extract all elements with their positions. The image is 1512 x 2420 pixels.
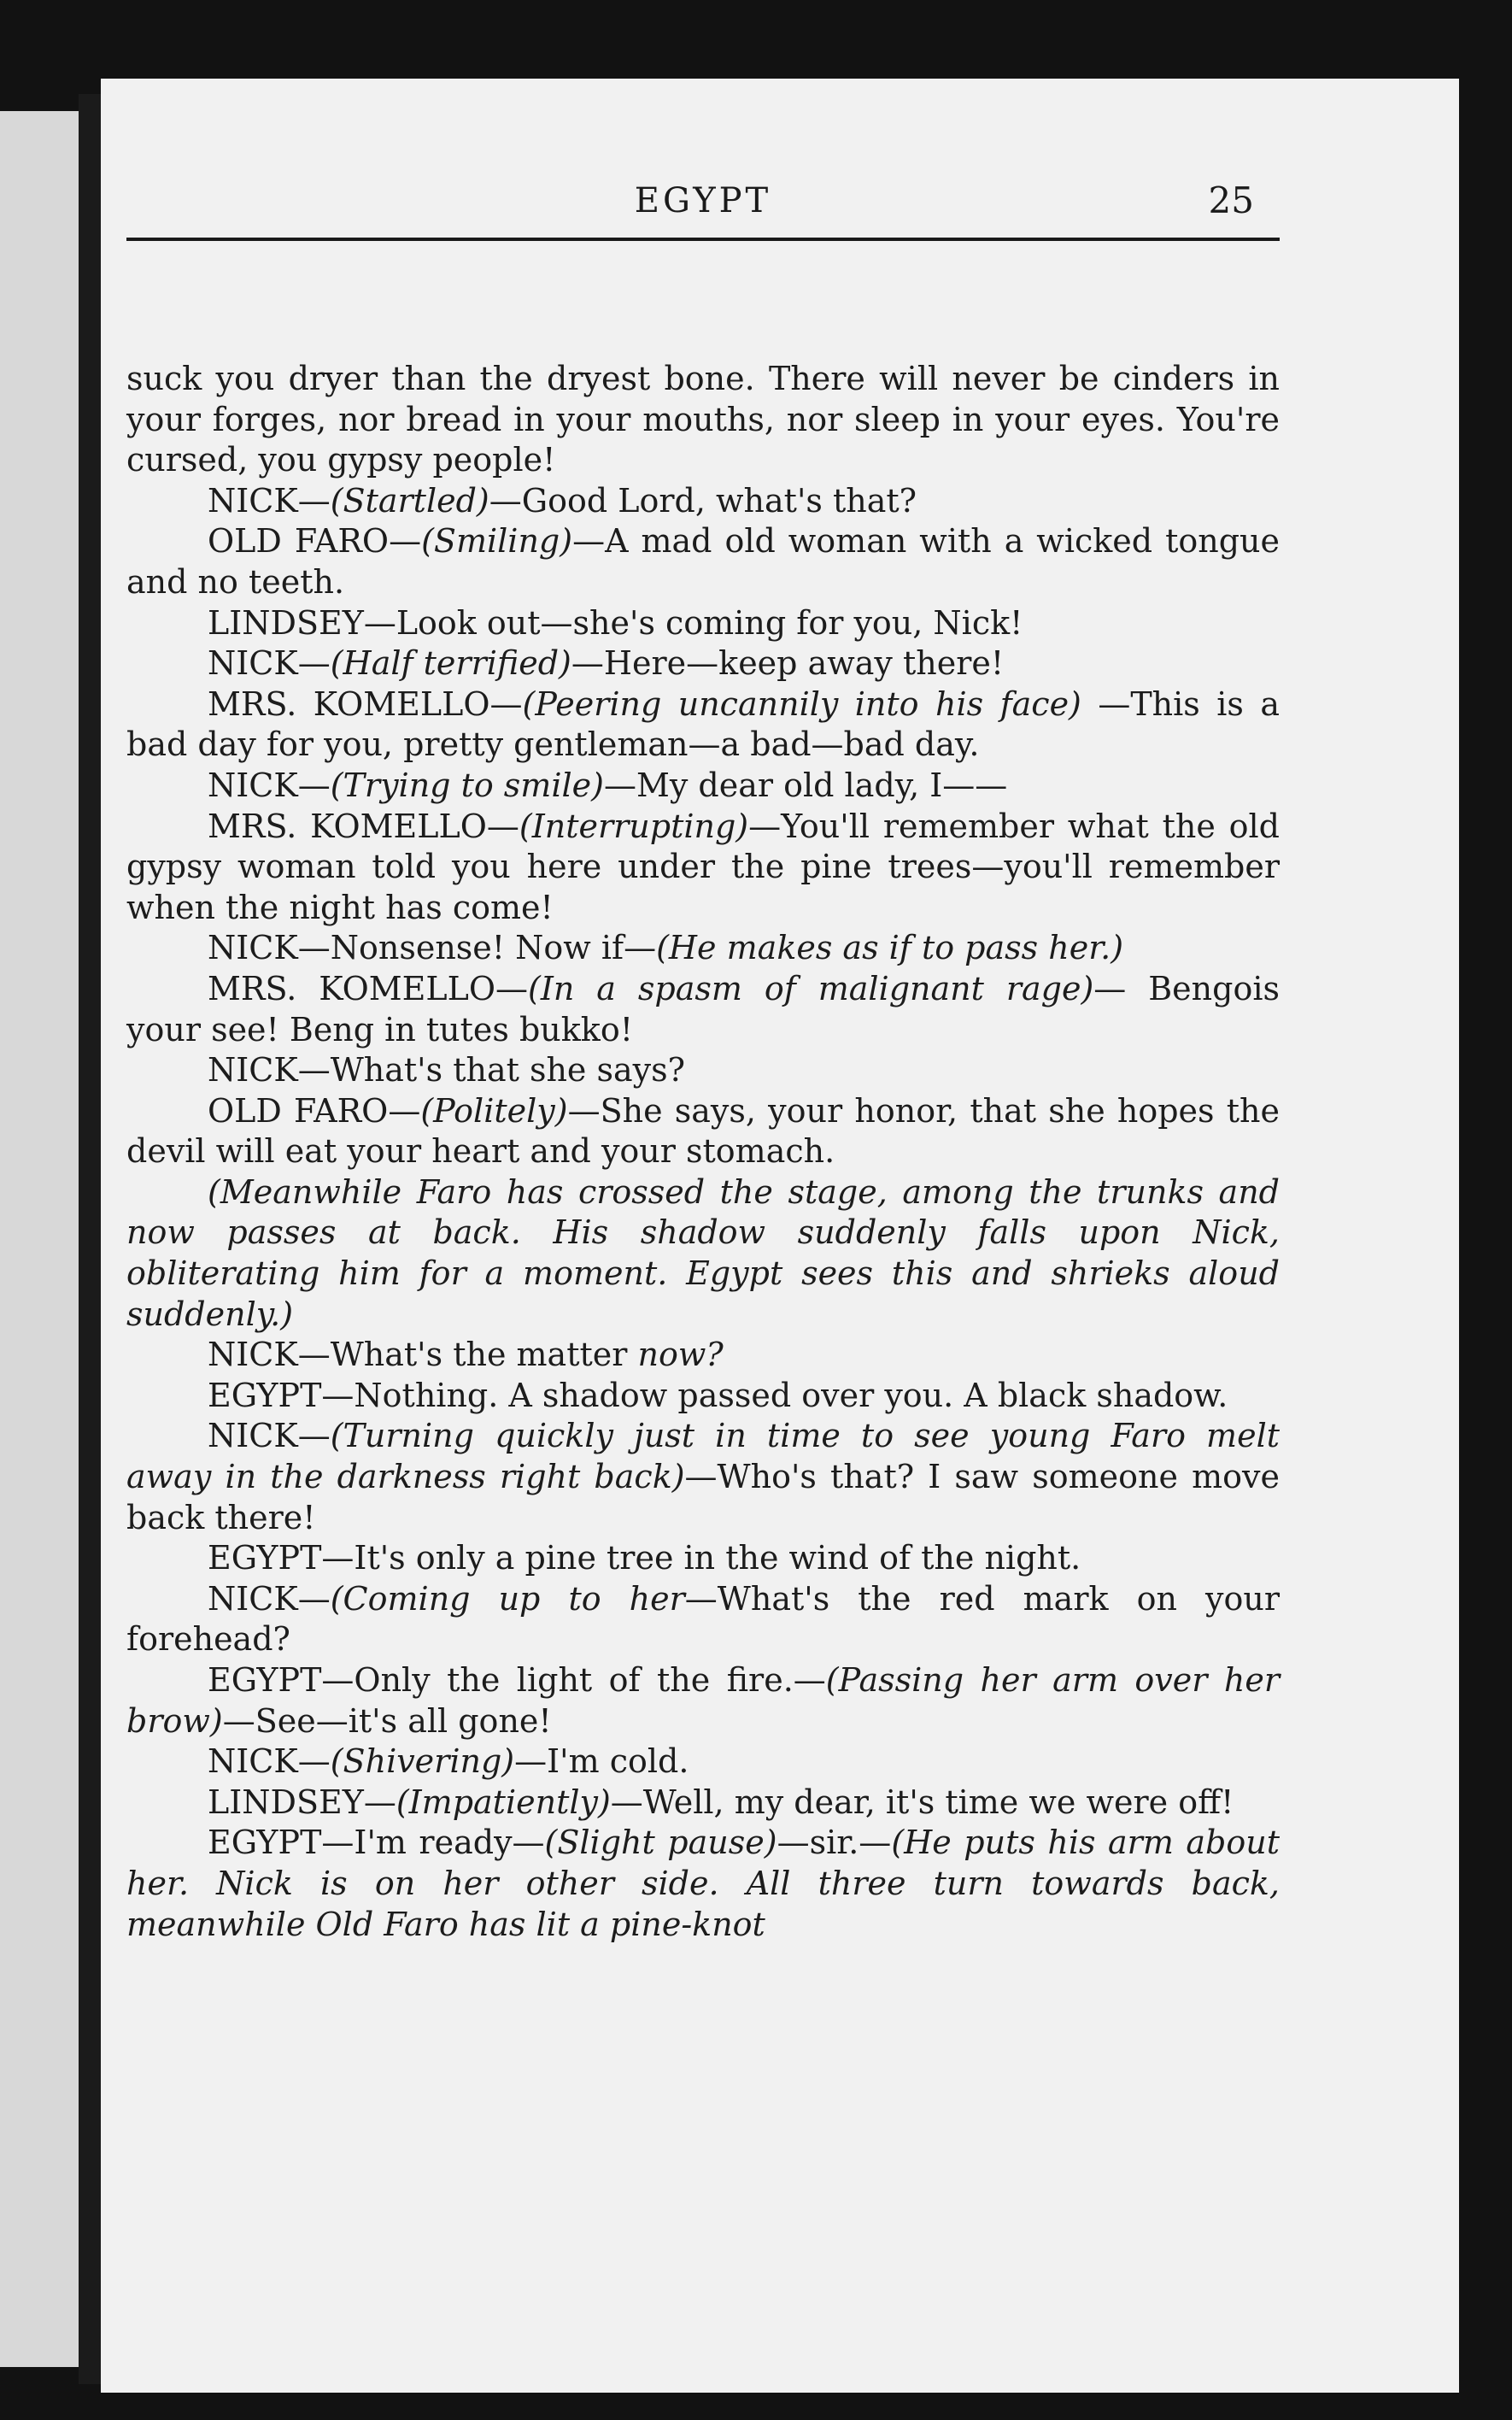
text-paragraph — [126, 1335, 1280, 1376]
text-paragraph — [126, 1579, 1280, 1660]
text-paragraph — [126, 1660, 1280, 1742]
text-run: OLD FARO— — [208, 522, 422, 561]
text-run: NICK—Nonsense! Now if— — [208, 929, 657, 967]
text-run: MRS. KOMELLO— — [208, 684, 523, 723]
text-run: —See—it's all gone! — [222, 1701, 552, 1740]
stage-direction: (Meanwhile Faro has crossed the stage, among the trunks and now passes at back. His shadow suddenly falls upon Nick, obliterating him for a moment. Egypt sees this and shrieks aloud suddenly.) — [126, 1172, 1280, 1333]
stage-direction: (Startled) — [330, 481, 489, 520]
text-paragraph — [126, 684, 1280, 766]
text-run: OLD FARO— — [208, 1091, 421, 1130]
text-run: NICK— — [208, 766, 331, 804]
text-run: LINDSEY— — [208, 1783, 396, 1821]
page-body — [126, 359, 1280, 1945]
text-run: —You'll remember what the old gypsy woman told you here under the pine trees—you'll remember when the night has come! — [126, 807, 1280, 926]
stage-direction: (Impatiently) — [396, 1783, 611, 1821]
stage-direction: (He makes as if to pass her.) — [656, 929, 1124, 967]
text-run: EGYPT—Nothing. A shadow passed over you. A black shadow. — [208, 1376, 1228, 1414]
text-run: MRS. KOMELLO— — [208, 807, 519, 845]
stage-direction: (Passing her arm over her brow) — [126, 1661, 1281, 1740]
text-paragraph — [126, 1050, 1280, 1091]
text-run: NICK— — [208, 1417, 331, 1455]
text-run: —She says, your honor, that she hopes the devil will eat your heart and your stomach. — [126, 1091, 1280, 1171]
text-run: —What's the red mark on your forehead? — [126, 1579, 1280, 1659]
running-title: EGYPT — [634, 181, 772, 220]
text-paragraph — [126, 1742, 1280, 1783]
page-gutter — [79, 94, 103, 2384]
left-page-edge — [0, 111, 79, 2367]
text-paragraph — [126, 481, 1280, 522]
text-paragraph — [126, 1172, 1280, 1335]
stage-direction: (Trying to smile) — [330, 766, 604, 804]
text-run: NICK— — [208, 1579, 331, 1618]
text-paragraph — [126, 1538, 1280, 1579]
stage-direction: (Slight pause) — [544, 1824, 777, 1862]
stage-direction: (Turning quickly just in time to see young Faro melt away in the darkness right back) — [126, 1417, 1280, 1496]
stage-direction: (Shivering) — [330, 1742, 515, 1781]
text-paragraph — [126, 969, 1280, 1050]
stage-direction: now? — [637, 1336, 724, 1374]
text-paragraph — [126, 1823, 1280, 1945]
text-run: NICK— — [208, 644, 331, 683]
text-run: EGYPT—I'm ready— — [208, 1824, 545, 1862]
text-paragraph — [126, 643, 1280, 684]
stage-direction: (Half terrified) — [330, 644, 571, 683]
stage-direction: (Smiling) — [421, 522, 573, 561]
running-header — [126, 178, 1280, 241]
stage-direction: (Peering uncannily into his face) — [522, 684, 1081, 723]
stage-direction: (Politely) — [420, 1091, 568, 1130]
text-run: EGYPT—Only the light of the fire.— — [208, 1661, 826, 1699]
text-paragraph — [126, 766, 1280, 807]
text-run: LINDSEY—Look out—she's coming for you, Nick! — [208, 603, 1023, 642]
text-run: —Good Lord, what's that? — [489, 481, 917, 520]
page-number: 25 — [1208, 179, 1254, 221]
text-run: —This is a bad day for you, pretty gentleman—a bad—bad day. — [126, 684, 1280, 764]
text-run: —Well, my dear, it's time we were off! — [610, 1783, 1234, 1821]
stage-direction: (In a spasm of malignant rage) — [528, 969, 1094, 1007]
text-run: NICK—What's that she says? — [208, 1051, 685, 1090]
text-run: NICK— — [208, 481, 331, 520]
text-run: — Bengois your see! Beng in tutes bukko! — [126, 969, 1280, 1048]
stage-direction: (He puts his arm about her. Nick is on her other side. All three turn towards back, meanwhile Old Faro has lit a pine-knot — [126, 1824, 1280, 1943]
text-paragraph — [126, 1091, 1280, 1172]
stage-direction: (Interrupting) — [519, 807, 749, 845]
text-run: —My dear old lady, I—— — [603, 766, 1008, 804]
text-run: —sir.— — [777, 1824, 892, 1862]
text-paragraph — [126, 1783, 1280, 1824]
text-paragraph — [126, 928, 1280, 969]
text-run: —A mad old woman with a wicked tongue and no teeth. — [126, 522, 1280, 601]
text-paragraph — [126, 1376, 1280, 1417]
text-paragraph — [126, 603, 1280, 644]
text-paragraph — [126, 807, 1280, 929]
text-run: NICK— — [208, 1742, 331, 1781]
text-paragraph — [126, 521, 1280, 602]
text-run: MRS. KOMELLO— — [208, 969, 529, 1007]
text-run: EGYPT—It's only a pine tree in the wind of the night. — [208, 1539, 1081, 1577]
text-run: NICK—What's the matter — [208, 1336, 638, 1374]
text-run: —I'm cold. — [514, 1742, 689, 1781]
text-paragraph — [126, 1416, 1280, 1538]
text-paragraph — [126, 359, 1280, 481]
text-run: —Here—keep away there! — [571, 644, 1005, 683]
text-run: —Who's that? I saw someone move back there! — [126, 1458, 1280, 1536]
text-run: suck you dryer than the dryest bone. There will never be cinders in your forges, nor bread in your mouths, nor sleep in your eyes. You're cursed, you gypsy people! — [126, 360, 1280, 479]
stage-direction: (Coming up to her — [330, 1579, 685, 1618]
